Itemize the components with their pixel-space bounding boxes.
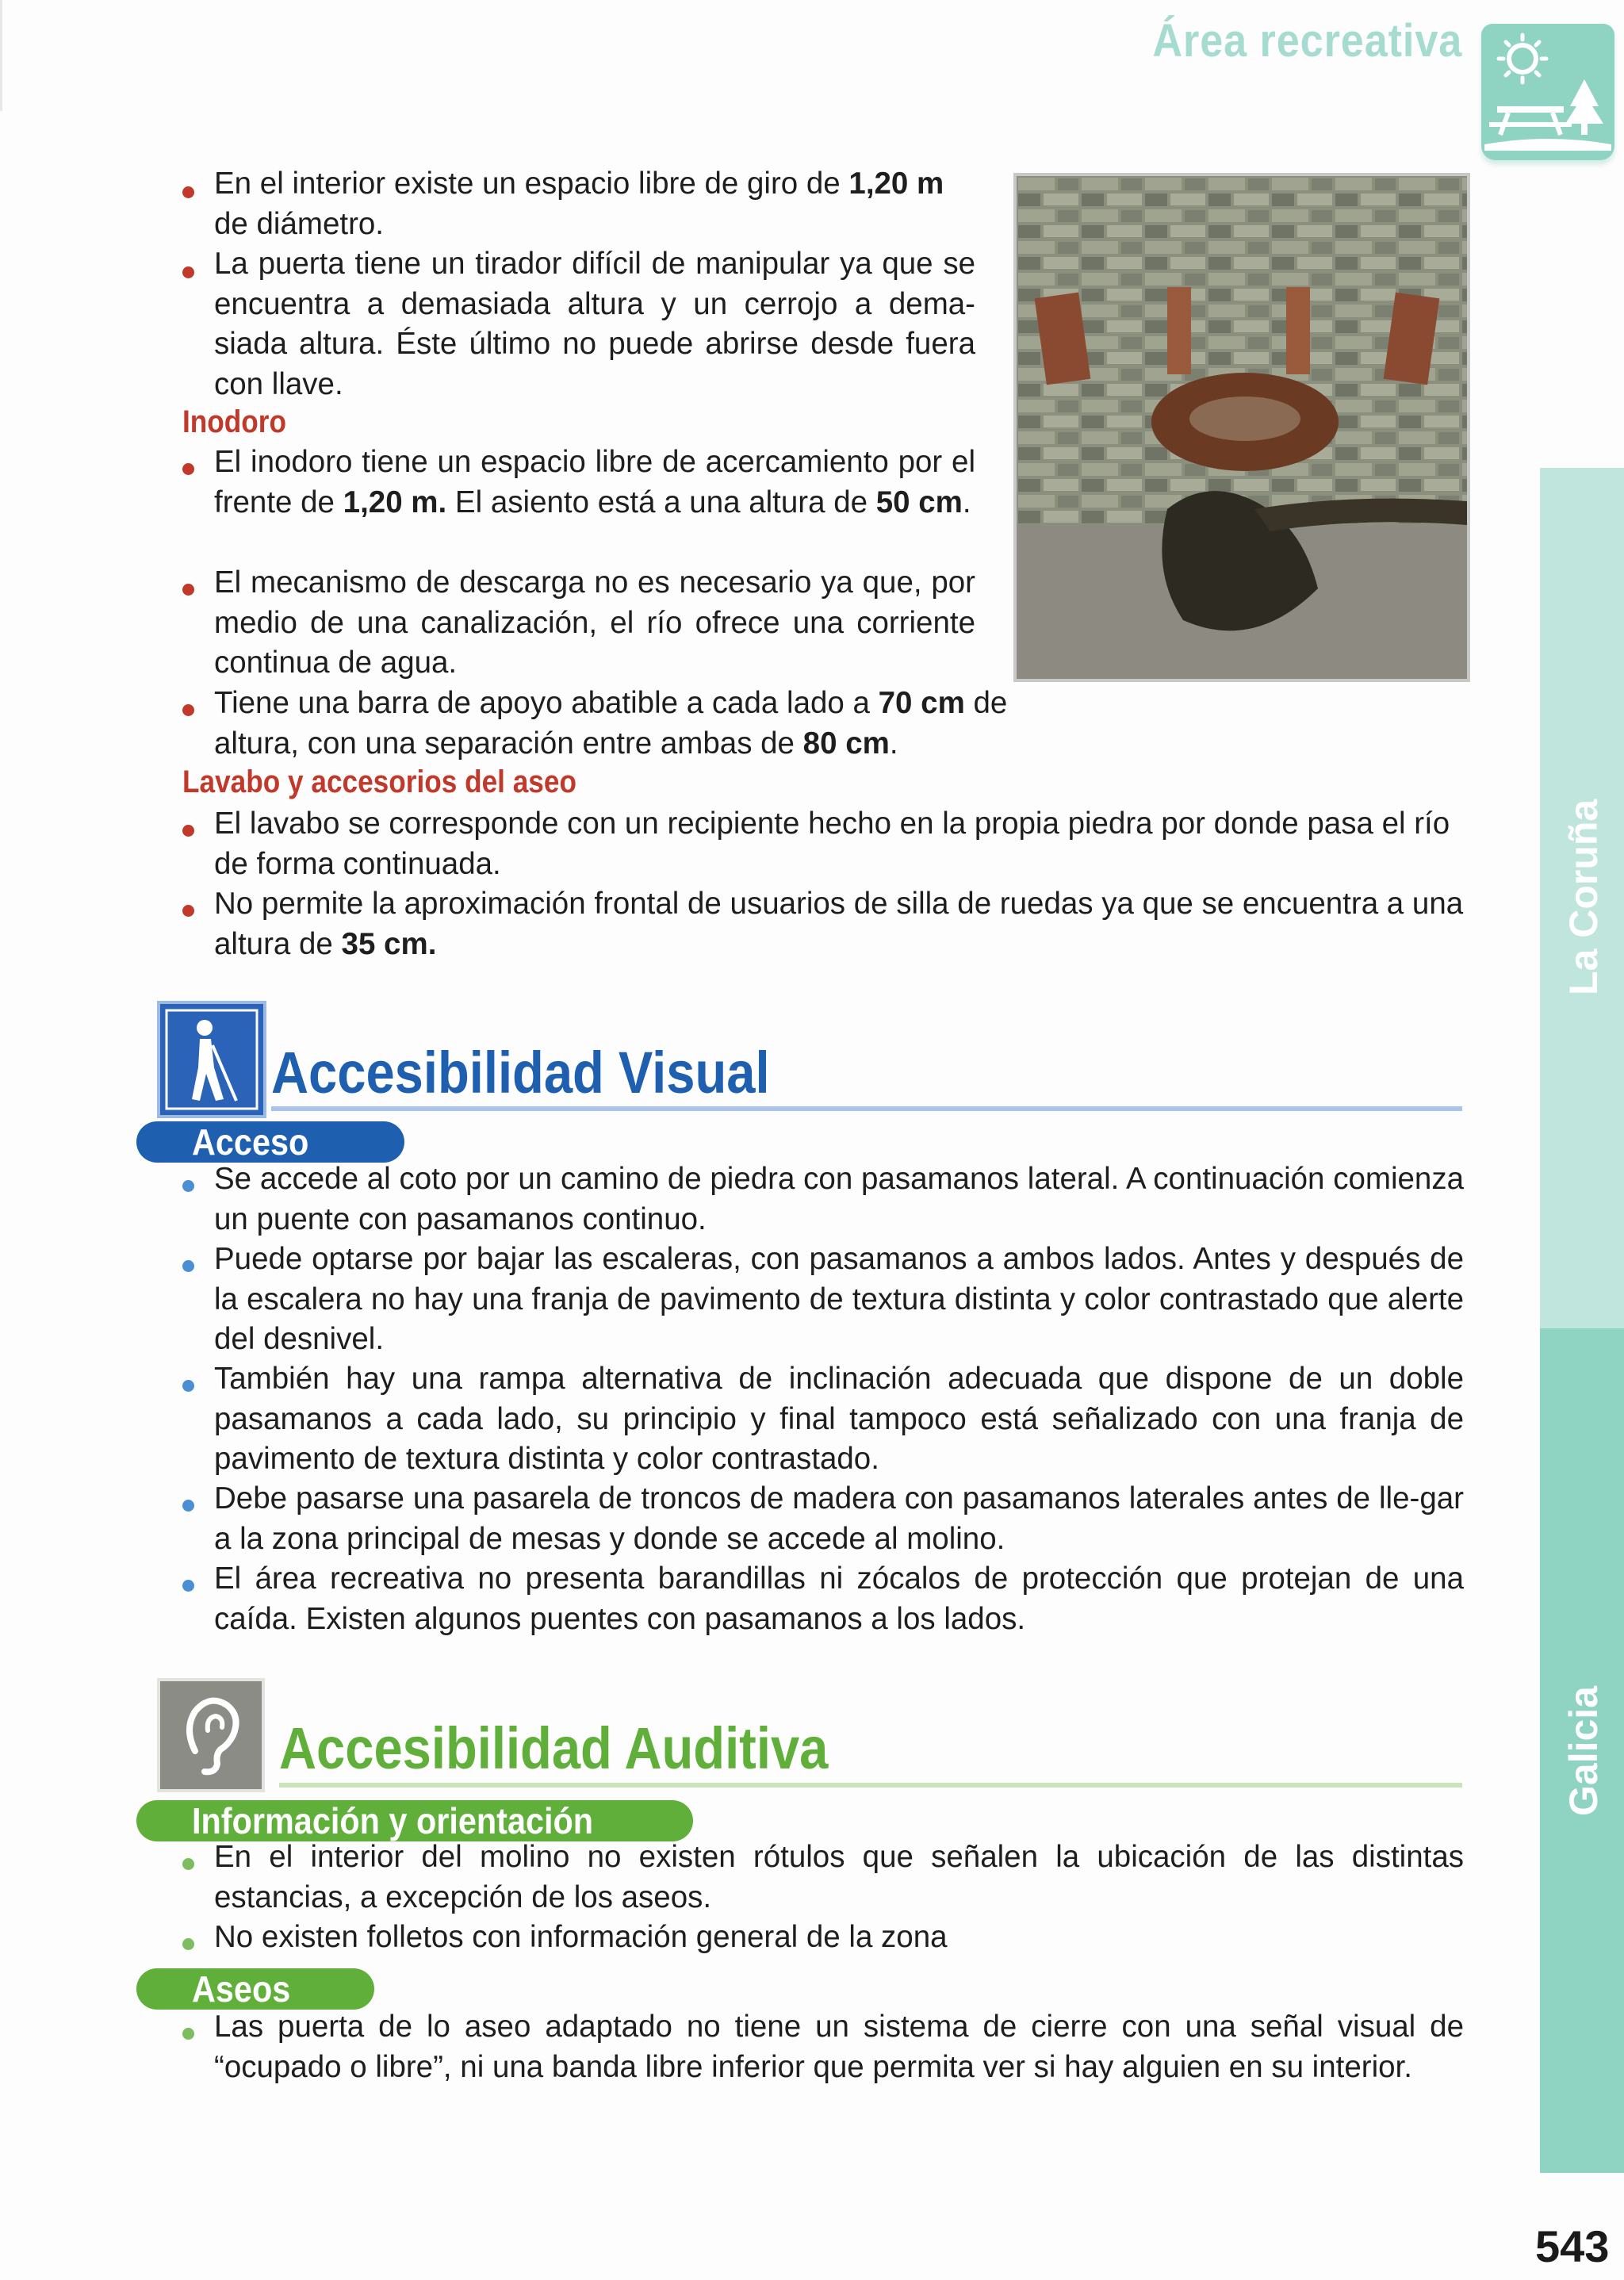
subheading-lavabo: Lavabo y accesorios del aseo <box>182 764 576 799</box>
section-title-visual: Accesibilidad Visual <box>271 1040 770 1106</box>
list-item: Las puerta de lo aseo adaptado no tiene un sistema de cierre con una señal visual de “ocupado o libre”, ni una banda libre inferior que permita ver si hay alguien en su interior. <box>214 2010 1464 2084</box>
page-edge-mark <box>0 0 2 111</box>
bullet <box>182 1180 194 1192</box>
list-item: Se accede al coto por un camino de piedra con pasamanos lateral. A continuación comienza un puente con pasamanos continuo. <box>214 1162 1464 1236</box>
ear-icon <box>157 1678 265 1792</box>
section-title-auditiva: Accesibilidad Auditiva <box>279 1715 829 1781</box>
bullet <box>182 1500 194 1512</box>
bullet <box>182 186 194 198</box>
bullet <box>182 1938 194 1950</box>
list-item: El inodoro tiene un espacio libre de acercamiento por el frente de 1,20 m. El asiento está a una altura de 50 cm. <box>214 445 975 519</box>
list-item: En el interior existe un espacio libre de giro de 1,20 m de diámetro. <box>214 167 944 241</box>
list-item: El lavabo se corresponde con un recipiente hecho en la propia piedra por donde pasa el río de forma continuada. <box>214 807 1450 881</box>
bullet <box>182 1858 194 1870</box>
list-item: Tiene una barra de apoyo abatible a cada lado a 70 cm de altura, con una separación entre ambas de 80 cm. <box>214 686 1008 761</box>
blind-person-icon <box>157 1001 266 1118</box>
subsection-pill-aseos: Aseos <box>136 1968 374 2010</box>
section-header-title: Área recreativa <box>1152 15 1462 67</box>
list-item: El mecanismo de descarga no es necesario ya que, por medio de una canalización, el río ofrece una corriente continua de agua. <box>214 565 975 680</box>
bullet <box>182 463 194 475</box>
list-item: En el interior del molino no existen rótulos que señalen la ubicación de las distintas estancias, a excepción de los aseos. <box>214 1840 1464 1914</box>
list-item: No existen folletos con información general de la zona <box>214 1920 948 1954</box>
page-number: 543 <box>1535 2221 1610 2271</box>
bullet <box>182 905 194 917</box>
bullet <box>182 266 194 278</box>
community-label: Galicia <box>1561 1686 1606 1816</box>
toilet-photo <box>1013 173 1470 682</box>
bullet <box>182 1380 194 1392</box>
list-item: No permite la aproximación frontal de usuarios de silla de ruedas ya que se encuentra a una altura de 35 cm. <box>214 887 1464 961</box>
list-item: El área recreativa no presenta barandillas ni zócalos de protección que protejan de una caída. Existen algunos puentes con pasamanos a los lados. <box>214 1562 1464 1636</box>
list-item: También hay una rampa alternativa de inclinación adecuada que dispone de un doble pasamanos a cada lado, su principio y final tampoco está señalizado con una franja de pavimento de textura distinta y color contrastado. <box>214 1362 1464 1476</box>
subsection-pill-acceso: Acceso <box>136 1121 404 1163</box>
bullet <box>182 704 194 716</box>
subheading-inodoro: Inodoro <box>182 404 286 439</box>
bullet <box>182 825 194 837</box>
section-rule <box>271 1106 1462 1111</box>
subsection-pill-informacion: Información y orientación <box>136 1800 693 1841</box>
list-item: La puerta tiene un tirador difícil de manipular ya que se encuentra a demasiada altura y un cerrojo a dema-siada altura. Éste último no puede abrirse desde fuera con llave. <box>214 247 975 401</box>
bullet <box>182 2028 194 2040</box>
region-label: La Coruña <box>1561 799 1606 995</box>
bullet <box>182 1260 194 1272</box>
section-rule <box>279 1783 1462 1788</box>
bullet <box>182 584 194 596</box>
list-item: Puede optarse por bajar las escaleras, con pasamanos a ambos lados. Antes y después de la escalera no hay una franja de pavimento de textura distinta y color contrastado que alerte del desnivel. <box>214 1242 1464 1356</box>
list-item: Debe pasarse una pasarela de troncos de madera con pasamanos laterales antes de lle-gar a la zona principal de mesas y donde se accede al molino. <box>214 1481 1464 1556</box>
bullet <box>182 1580 194 1592</box>
picnic-area-icon <box>1481 24 1614 160</box>
